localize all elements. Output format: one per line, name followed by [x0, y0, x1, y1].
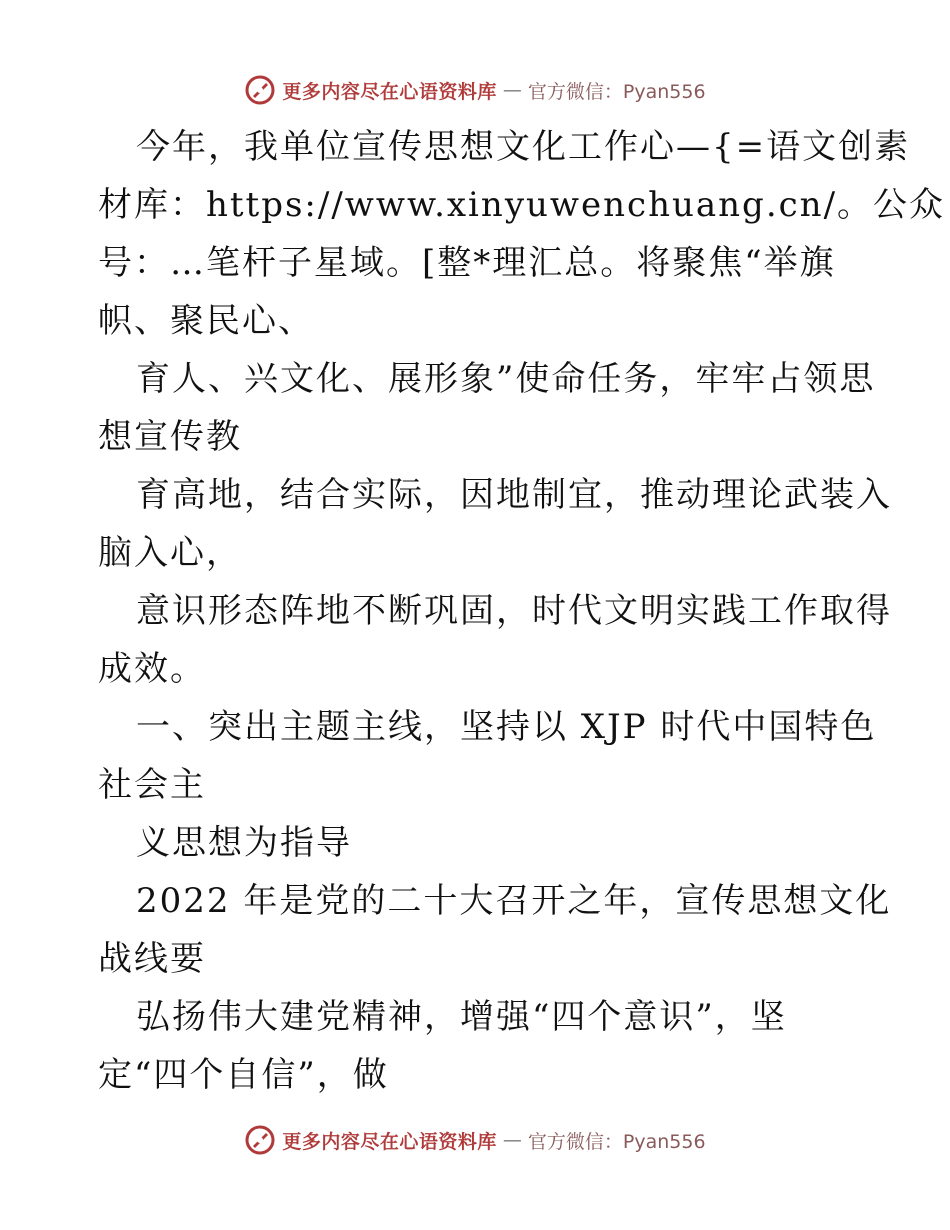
- quill-circle-icon: [244, 1124, 276, 1156]
- text-line: 弘扬伟大建党精神，增强“四个意识”，坚: [136, 997, 787, 1037]
- text-line: 育人、兴文化、展形象”使命任务，牢牢占领思: [136, 359, 876, 399]
- text-line: 材库：https://www.xinyuwenchuang.cn/。公众: [98, 185, 946, 225]
- banner-right-text: 官方微信：Pyan556: [527, 1130, 706, 1153]
- banner-separator: —: [502, 79, 522, 101]
- document-body: [98, 118, 946, 1104]
- footer-banner: [0, 1120, 950, 1160]
- banner-left-text: 更多内容尽在心语资料库: [282, 80, 497, 103]
- text-line: 社会主: [98, 765, 206, 805]
- text-line: 成效。: [98, 649, 206, 689]
- text-line: 一、突出主题主线，坚持以 XJP 时代中国特色: [136, 707, 877, 747]
- text-line: 想宣传教: [98, 417, 242, 457]
- header-banner: [0, 70, 950, 110]
- banner-right-text: 官方微信：Pyan556: [527, 80, 706, 103]
- text-line: 脑入心，: [98, 533, 242, 573]
- quill-circle-icon: [244, 74, 276, 106]
- banner-left-text: 更多内容尽在心语资料库: [282, 1130, 497, 1153]
- text-line: 今年，我单位宣传思想文化工作心—{=语文创素: [136, 127, 911, 167]
- text-line: 定“四个自信”，做: [98, 1055, 389, 1095]
- text-line: 意识形态阵地不断巩固，时代文明实践工作取得: [136, 591, 892, 631]
- banner-separator: —: [502, 1129, 522, 1151]
- text-line: 战线要: [98, 939, 206, 979]
- text-line: 号：…笔杆子星域。[整*理汇总。将聚焦“举旗: [98, 243, 836, 283]
- text-line: 育高地，结合实际，因地制宜，推动理论武装入: [136, 475, 892, 515]
- text-line: 帜、聚民心、: [98, 301, 314, 341]
- text-line: 义思想为指导: [136, 823, 352, 863]
- text-line: 2022 年是党的二十大召开之年，宣传思想文化: [136, 881, 892, 921]
